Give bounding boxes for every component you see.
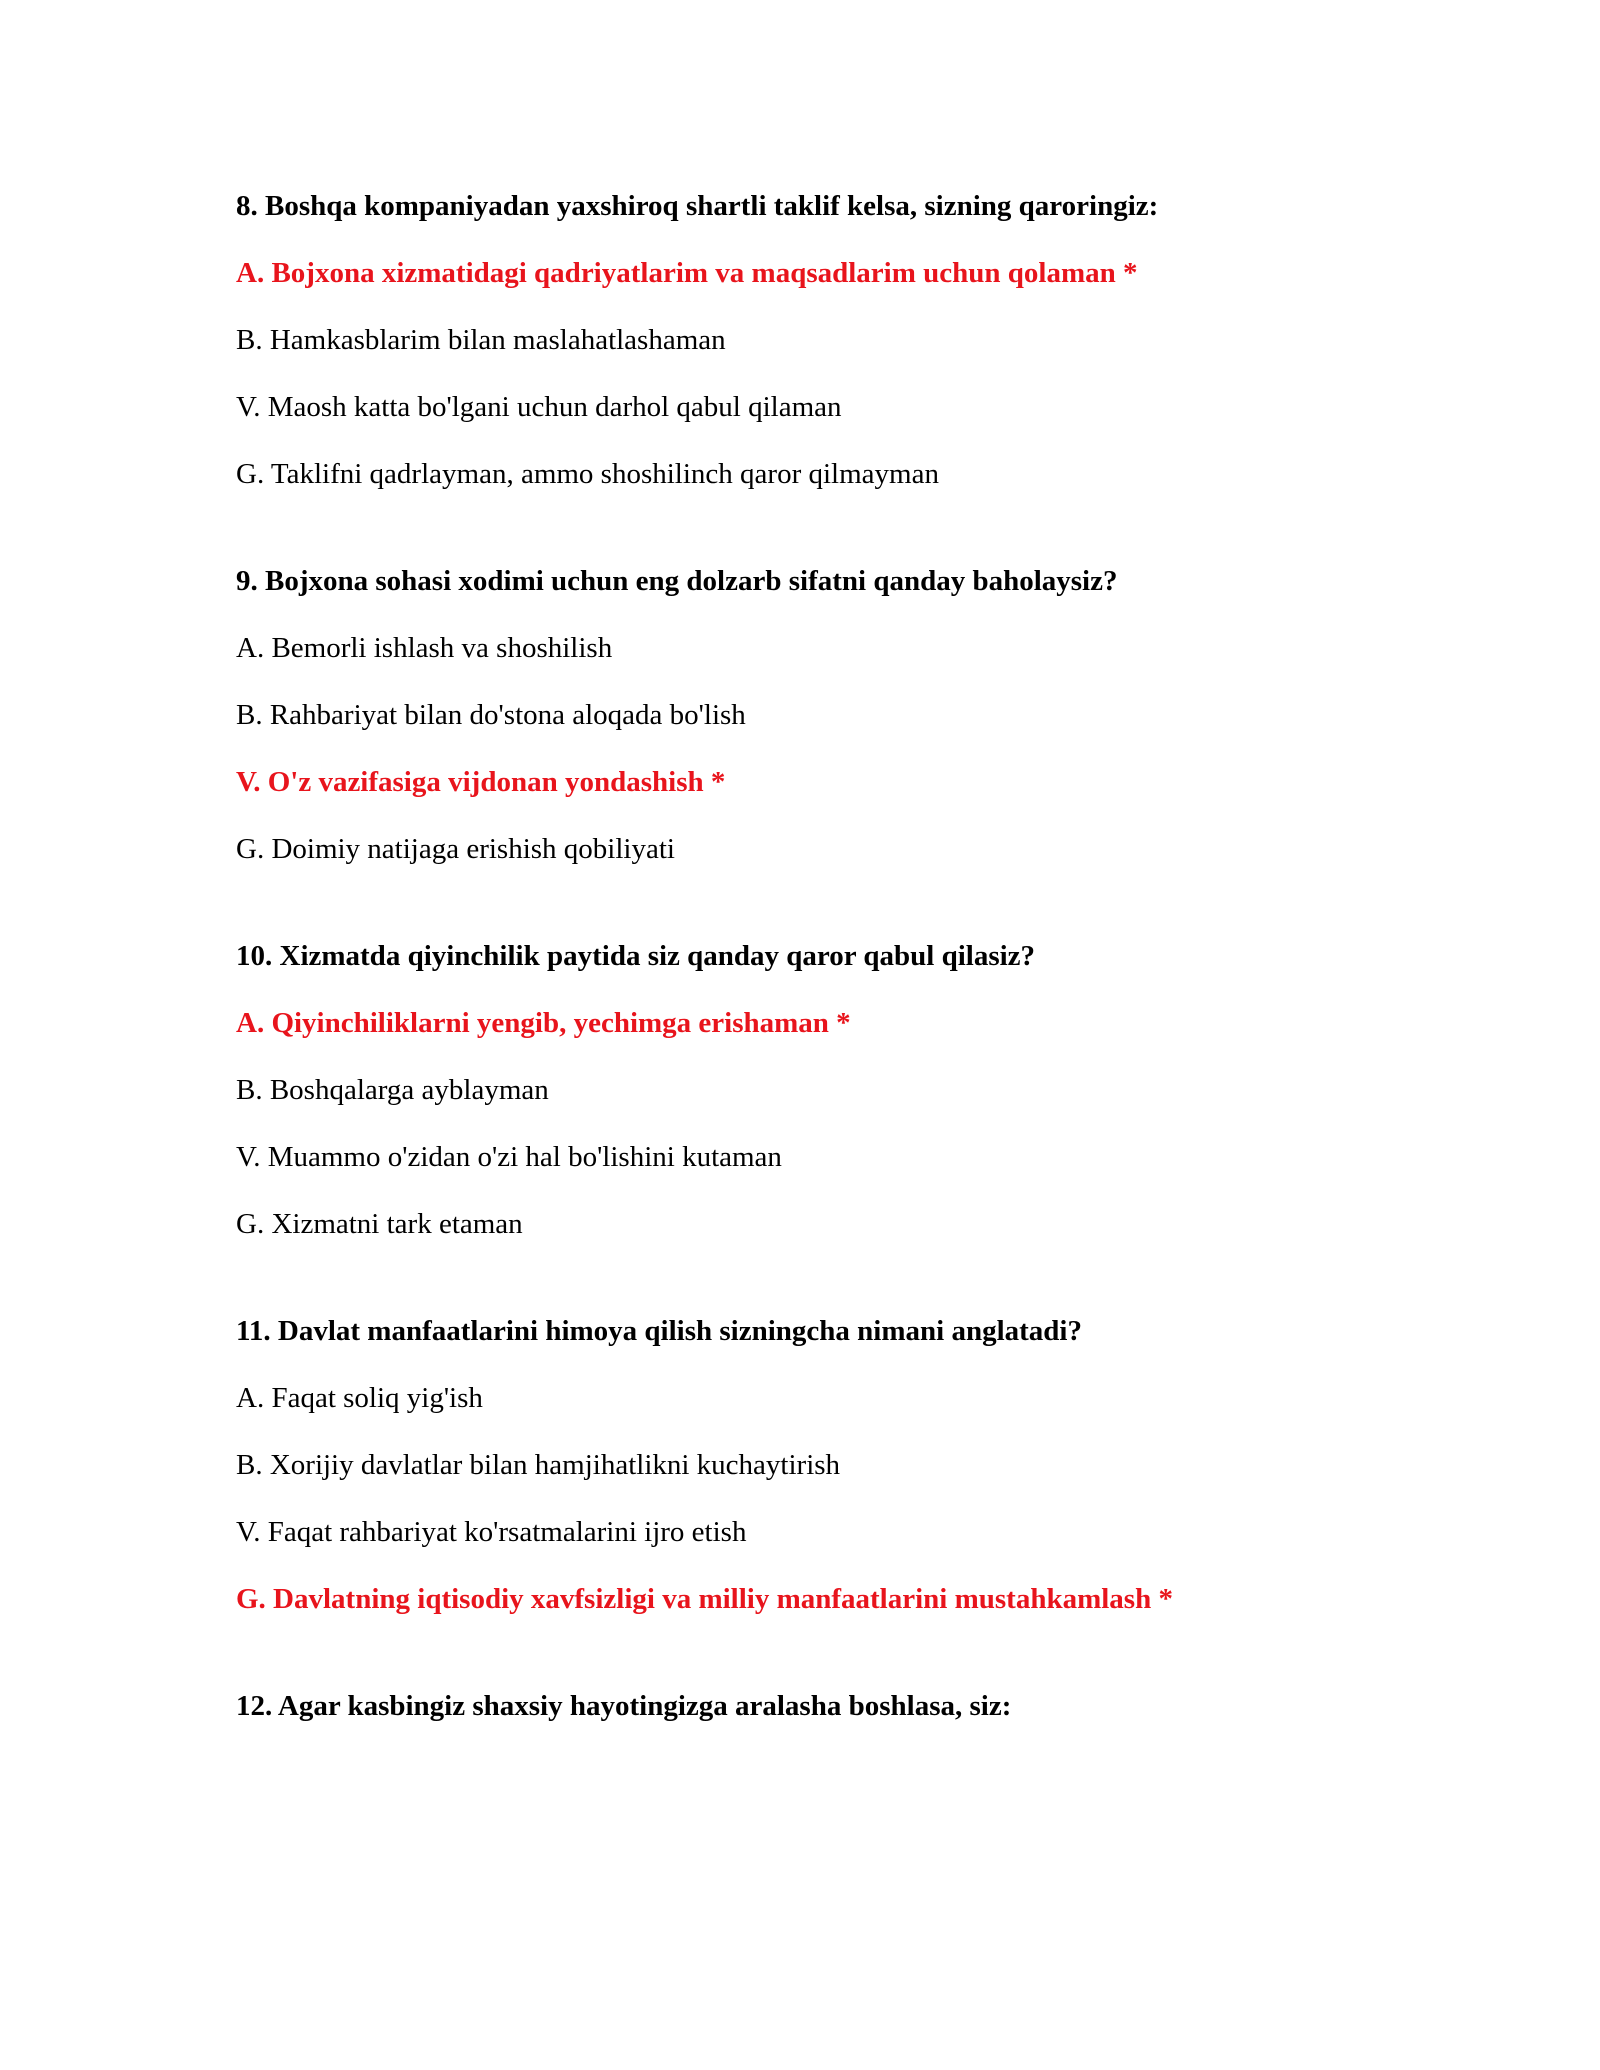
question-text: 11. Davlat manfaatlarini himoya qilish sizningcha nimani anglatadi?: [236, 1315, 1082, 1347]
question-block: [236, 1686, 1416, 1726]
answer-option: V. Faqat rahbariyat ko'rsatmalarini ijro etish: [236, 1516, 747, 1548]
answer-option: G. Taklifni qadrlayman, ammo shoshilinch qaror qilmayman: [236, 458, 939, 490]
answer-option: B. Rahbariyat bilan do'stona aloqada bo'lish: [236, 699, 746, 731]
question-text: 12. Agar kasbingiz shaxsiy hayotingizga aralasha boshlasa, siz:: [236, 1690, 1012, 1722]
question-block: [236, 936, 1416, 1244]
question-text: 10. Xizmatda qiyinchilik paytida siz qanday qaror qabul qilasiz?: [236, 940, 1036, 972]
answer-option: A. Faqat soliq yig'ish: [236, 1382, 483, 1414]
answer-option: G. Doimiy natijaga erishish qobiliyati: [236, 833, 675, 865]
question-list: [236, 186, 1416, 1793]
answer-option: G. Xizmatni tark etaman: [236, 1208, 523, 1240]
answer-option: B. Hamkasblarim bilan maslahatlashaman: [236, 324, 726, 356]
correct-answer-option: G. Davlatning iqtisodiy xavfsizligi va milliy manfaatlarini mustahkamlash *: [236, 1583, 1173, 1615]
correct-answer-option: A. Qiyinchiliklarni yengib, yechimga erishaman *: [236, 1007, 851, 1039]
answer-option: B. Boshqalarga ayblayman: [236, 1074, 549, 1106]
answer-option: A. Bemorli ishlash va shoshilish: [236, 632, 613, 664]
question-text: 9. Bojxona sohasi xodimi uchun eng dolzarb sifatni qanday baholaysiz?: [236, 565, 1118, 597]
question-block: [236, 1311, 1416, 1619]
correct-answer-option: A. Bojxona xizmatidagi qadriyatlarim va maqsadlarim uchun qolaman *: [236, 257, 1138, 289]
answer-option: V. Muammo o'zidan o'zi hal bo'lishini kutaman: [236, 1141, 782, 1173]
question-block: [236, 186, 1416, 494]
question-text: 8. Boshqa kompaniyadan yaxshiroq shartli taklif kelsa, sizning qaroringiz:: [236, 190, 1159, 222]
question-block: [236, 561, 1416, 869]
correct-answer-option: V. O'z vazifasiga vijdonan yondashish *: [236, 766, 726, 798]
answer-option: V. Maosh katta bo'lgani uchun darhol qabul qilaman: [236, 391, 842, 423]
answer-option: B. Xorijiy davlatlar bilan hamjihatlikni kuchaytirish: [236, 1449, 841, 1481]
